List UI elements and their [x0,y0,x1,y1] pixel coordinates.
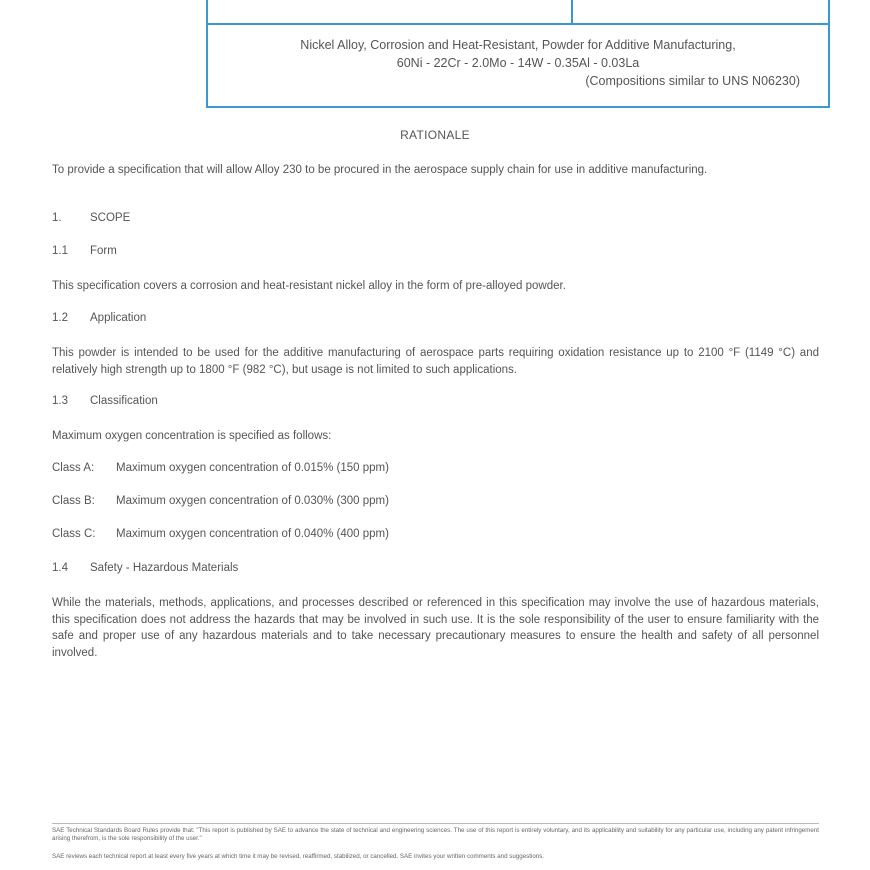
class-c-line [52,528,389,540]
class-a-line [52,462,389,474]
footer-rule [52,823,819,824]
application-text: This powder is intended to be used for the additive manufacturing of aerospace parts requiring oxidation resistance up to 2100 °F (1149 °C) and relatively high strength up to 1800 °F (982 °C), but usage is not limited to such applications. [52,347,819,376]
section-title: Form [90,245,117,257]
section-number: 1.1 [52,245,68,257]
section-title: Application [90,312,147,324]
class-text: Maximum oxygen concentration of 0.030% (300 ppm) [116,495,389,507]
section-number: 1. [52,212,62,224]
section-safety-heading [52,562,238,574]
section-scope-heading [52,212,130,224]
section-classification-heading [52,395,158,407]
title-line-3: (Compositions similar to UNS N06230) [585,74,800,88]
rationale-text: To provide a specification that will allow Alloy 230 to be procured in the aerospace supply chain for use in additive manufacturing. [52,164,708,176]
section-title: Classification [90,395,158,407]
safety-text: While the materials, methods, applications, and processes described or referenced in this specification may involve the use of hazardous materials, this specification does not address the hazards that may be involved in such use. It is the sole responsibility of the user to ensure familiarity with the safe and proper use of any hazardous materials and to take necessary precautionary measures to ensure the health and safety of all personnel involved. [52,597,819,659]
class-label: Class B: [52,495,95,507]
class-label: Class A: [52,462,95,474]
class-b-line [52,495,389,507]
footer-notice-1: SAE Technical Standards Board Rules provide that: "This report is published by SAE to advance the state of technical and engineering sciences. The use of this report is entirely voluntary, and its applicability and suitability for any particular use, including any patent infringement arising therefrom, is the sole responsibility of the user." [52,827,819,842]
classification-intro: Maximum oxygen concentration is specified as follows: [52,430,332,442]
section-number: 1.2 [52,312,68,324]
title-line-1: Nickel Alloy, Corrosion and Heat-Resistant, Powder for Additive Manufacturing, [300,38,736,52]
class-label: Class C: [52,528,96,540]
document-title [208,36,828,90]
section-form-heading [52,245,117,257]
title-box-divider [571,0,573,23]
section-number: 1.3 [52,395,68,407]
section-title: Safety - Hazardous Materials [90,562,239,574]
section-application-heading [52,312,146,324]
class-text: Maximum oxygen concentration of 0.015% (150 ppm) [116,462,389,474]
class-text: Maximum oxygen concentration of 0.040% (400 ppm) [116,528,389,540]
footer-notice-2: SAE reviews each technical report at least every five years at which time it may be revised, reaffirmed, stabilized, or cancelled. SAE invites your written comments and suggestions. [52,853,545,860]
rationale-heading: RATIONALE [400,128,470,142]
section-title: SCOPE [90,212,131,224]
title-line-2: 60Ni - 22Cr - 2.0Mo - 14W - 0.35Al - 0.03La [396,56,640,70]
form-text: This specification covers a corrosion and heat-resistant nickel alloy in the form of pre-alloyed powder. [52,280,566,292]
title-box-top-row [208,0,828,25]
document-title-box [206,0,830,108]
section-number: 1.4 [52,562,68,574]
